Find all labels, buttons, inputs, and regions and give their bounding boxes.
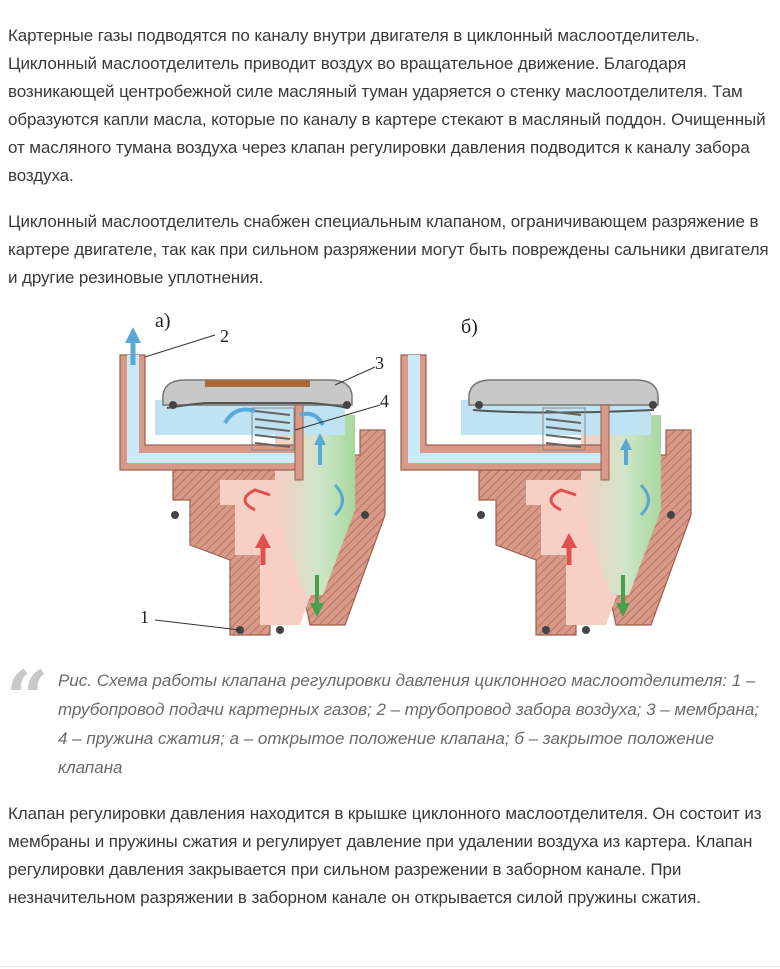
divider: [0, 966, 780, 967]
label-a: а): [155, 310, 171, 332]
pressure-valve-paragraph: Клапан регулировки давления находится в крышке циклонного маслоотделителя. Он состоит из мембраны и пружины сжатия и регулирует давление при удалении воздуха из картера. Клапан регулировки давления закрывается при сильном разрежении в заборном канале. При незначительном разряжении в заборном канале он открывается силой пружины сжатия.: [8, 804, 762, 907]
label-b: б): [461, 316, 478, 338]
quote-icon: “: [6, 656, 49, 742]
diagram-b: [401, 316, 691, 635]
valve-paragraph: Циклонный маслоотделитель снабжен специальным клапаном, ограничивающем разряжение в картере двигателе, так как при сильном разряжении могут быть повреждены сальники двигателя и другие резиновые уплотнения.: [8, 212, 769, 287]
callout-4: 4: [380, 391, 389, 411]
figure-caption-quote: [0, 656, 780, 782]
callout-1: 1: [140, 607, 149, 627]
callout-3: 3: [375, 353, 384, 373]
diagram-a: [120, 310, 389, 635]
callout-2: 2: [220, 326, 229, 346]
figure-caption: Рис. Схема работы клапана регулировки давления циклонного маслоотделителя: 1 – трубопровод подачи картерных газов; 2 – трубопровод забора воздуха; 3 – мембрана; 4 – пружина сжатия; а – открытое положение клапана; б – закрытое положение клапана: [58, 671, 760, 777]
intro-paragraph: Картерные газы подводятся по каналу внутри двигателя в циклонный маслоотделитель. Циклонный маслоотделитель приводит воздух во вращательное движение. Благодаря возникающей центробежной силе масляный туман ударяется о стенку маслоотделителя. Там образуются капли масла, которые по каналу в картере стекают в масляный поддон. Очищенный от масляного тумана воздуха через клапан регулировки давления подводится к каналу забора воздуха.: [8, 26, 766, 185]
cyclone-separator-diagram: [95, 305, 695, 650]
